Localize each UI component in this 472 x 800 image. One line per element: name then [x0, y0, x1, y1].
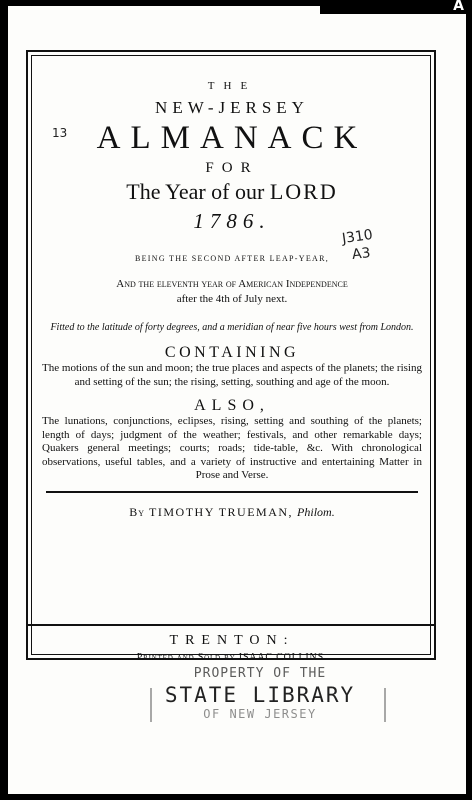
title-block [36, 80, 428, 520]
title-year-line: The Year of our LORD [126, 179, 338, 204]
title-new-jersey: NEW-JERSEY [155, 98, 309, 117]
containing-text: The motions of the sun and moon; the true places and aspects of the planets; the rising and setting of the sun; the rising, setting, southing and age of the moon. [42, 362, 422, 388]
leap-year-line: BEING THE SECOND AFTER LEAP-YEAR, [134, 254, 330, 263]
imprint-place: TRENTON: [169, 633, 295, 648]
library-stamp: PROPERTY OF THE STATE LIBRARY OF NEW JERSEY [164, 666, 356, 721]
title-for: FOR [205, 160, 259, 176]
title-almanack: ALMANACK [96, 120, 368, 156]
also-heading: ALSO, [194, 397, 270, 414]
containing-heading: CONTAINING [164, 344, 300, 361]
corner-mark: A [320, 0, 470, 14]
imprint-printer: Printed and Sold by ISAAC COLLINS. [136, 652, 328, 663]
handwritten-call-number-2: A3 [351, 245, 372, 263]
handwritten-call-number: J310 [341, 226, 374, 248]
title-the: THE [207, 80, 257, 92]
divider [46, 491, 418, 493]
title-year: 1786. [193, 209, 271, 233]
independence-line: And the eleventh year of American Independence after the 4th of July next. [116, 278, 348, 305]
latitude-note: Fitted to the latitude of forty degrees, and a meridian of near five hours west from London. [50, 322, 414, 333]
also-text: The lunations, conjunctions, eclipses, rising, setting and southing of the planets; length of days; judgment of the weather; festivals, and other remarkable days; Quakers general meetings; courts; roads; tide-table, &c. With chronological observations, useful tables, and a variety of instructive and entertaining Matter in Prose and Verse. [42, 415, 422, 481]
handwritten-margin-number: 13 [52, 126, 68, 140]
author-line: By TIMOTHY TRUEMAN, Philom. [129, 504, 335, 519]
